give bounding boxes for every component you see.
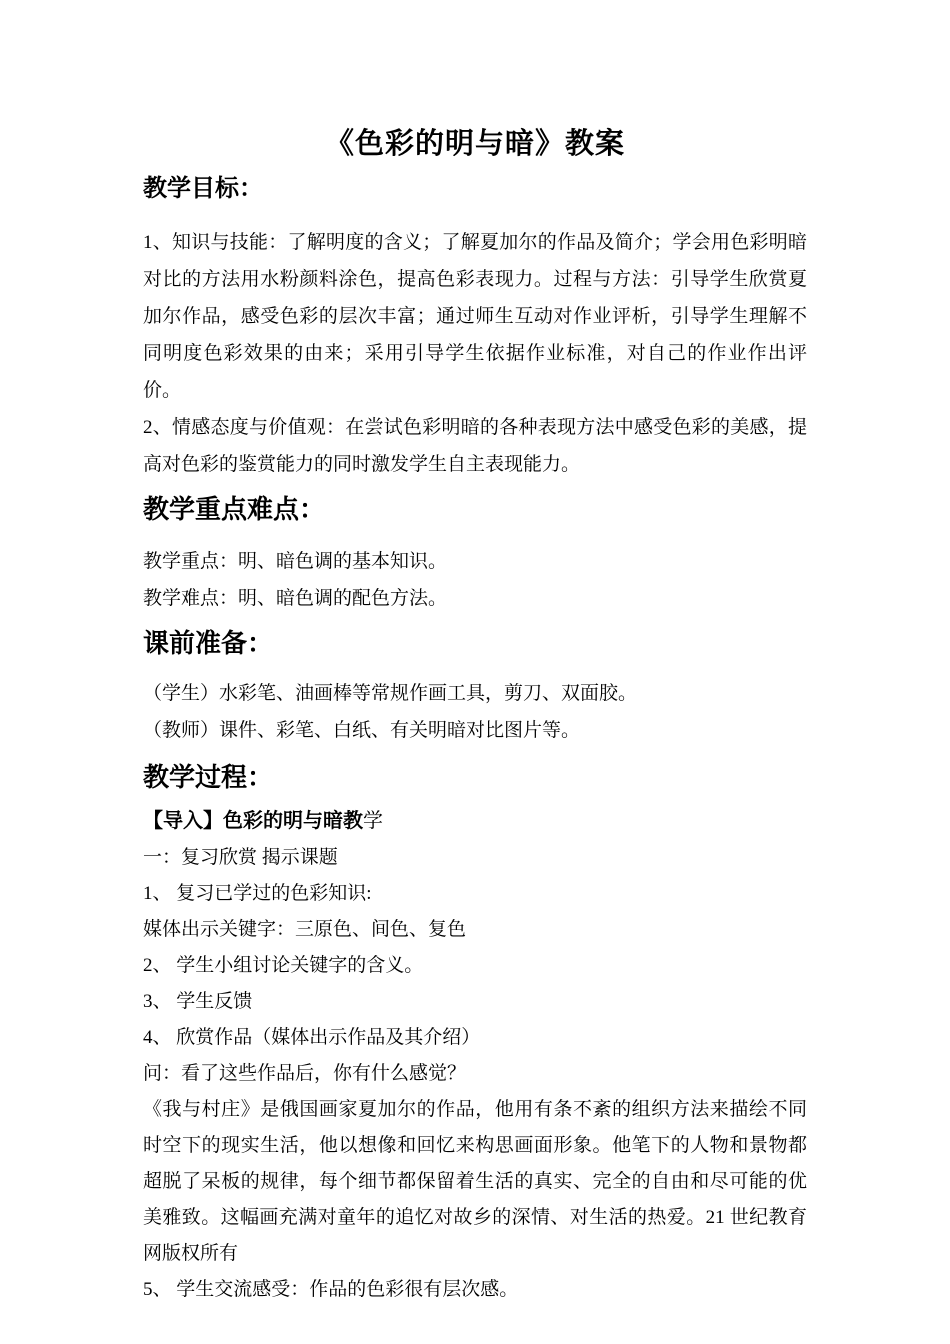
objectives-section xyxy=(143,224,807,483)
process-step: 2、 学生小组讨论关键字的含义。 xyxy=(143,955,424,976)
process-steps xyxy=(143,840,807,1308)
artwork-description-paragraph: 《我与村庄》是俄国画家夏加尔的作品，他用有条不紊的组织方法来描绘不同时空下的现实生活，他以想像和回忆来构思画面形象。他笔下的人物和景物都超脱了呆板的规律，每个细节都保留着生活的真实、完全的自由和尽可能的优美雅致。这幅画充满对童年的追忆对故乡的深情、对生活的热爱。21 世纪教育网版权所有 xyxy=(143,1099,807,1264)
process-step: 问：看了这些作品后，你有什么感觉？ xyxy=(143,1063,467,1084)
preparation-teacher-line: （教师）课件、彩笔、白纸、有关明暗对比图片等。 xyxy=(143,720,581,741)
process-step: 4、 欣赏作品（媒体出示作品及其介绍） xyxy=(143,1027,481,1048)
process-step: 5、 学生交流感受：作品的色彩很有层次感。 xyxy=(143,1279,519,1300)
section-heading-process: 教学过程： xyxy=(143,763,274,792)
process-intro-regular-text: 学 xyxy=(363,810,383,832)
preparation-students-line: （学生）水彩笔、油画棒等常规作画工具，剪刀、双面胶。 xyxy=(143,683,638,704)
process-step: 1、 复习已学过的色彩知识: xyxy=(143,883,372,904)
difficult-point-line: 教学难点：明、暗色调的配色方法。 xyxy=(143,588,448,609)
key-points-section xyxy=(143,543,807,617)
preparation-section xyxy=(143,675,807,749)
section-heading-objectives: 教学目标： xyxy=(143,176,263,202)
process-intro-bold-text: 【导入】色彩的明与暗教 xyxy=(143,810,363,832)
key-point-line: 教学重点：明、暗色调的基本知识。 xyxy=(143,551,448,572)
objectives-paragraph-1: 1、知识与技能：了解明度的含义；了解夏加尔的作品及简介；学会用色彩明暗对比的方法用水粉颜料涂色，提高色彩表现力。过程与方法：引导学生欣赏夏加尔作品，感受色彩的层次丰富；通过师生互动对作业评析，引导学生理解不同明度色彩效果的由来；采用引导学生依据作业标准，对自己的作业作出评价。 xyxy=(143,232,807,401)
process-step: 媒体出示关键字：三原色、间色、复色 xyxy=(143,919,467,940)
document-title: 《色彩的明与暗》教案 xyxy=(324,128,625,160)
process-step: 3、 学生反馈 xyxy=(143,991,253,1012)
section-heading-key-points: 教学重点难点： xyxy=(143,495,326,524)
objectives-paragraph-2: 2、情感态度与价值观：在尝试色彩明暗的各种表现方法中感受色彩的美感，提高对色彩的鉴赏能力的同时激发学生自主表现能力。 xyxy=(143,417,807,475)
section-heading-preparation: 课前准备： xyxy=(143,629,274,658)
process-step: 一：复习欣赏 揭示课题 xyxy=(143,847,338,868)
process-intro-line xyxy=(143,803,807,840)
